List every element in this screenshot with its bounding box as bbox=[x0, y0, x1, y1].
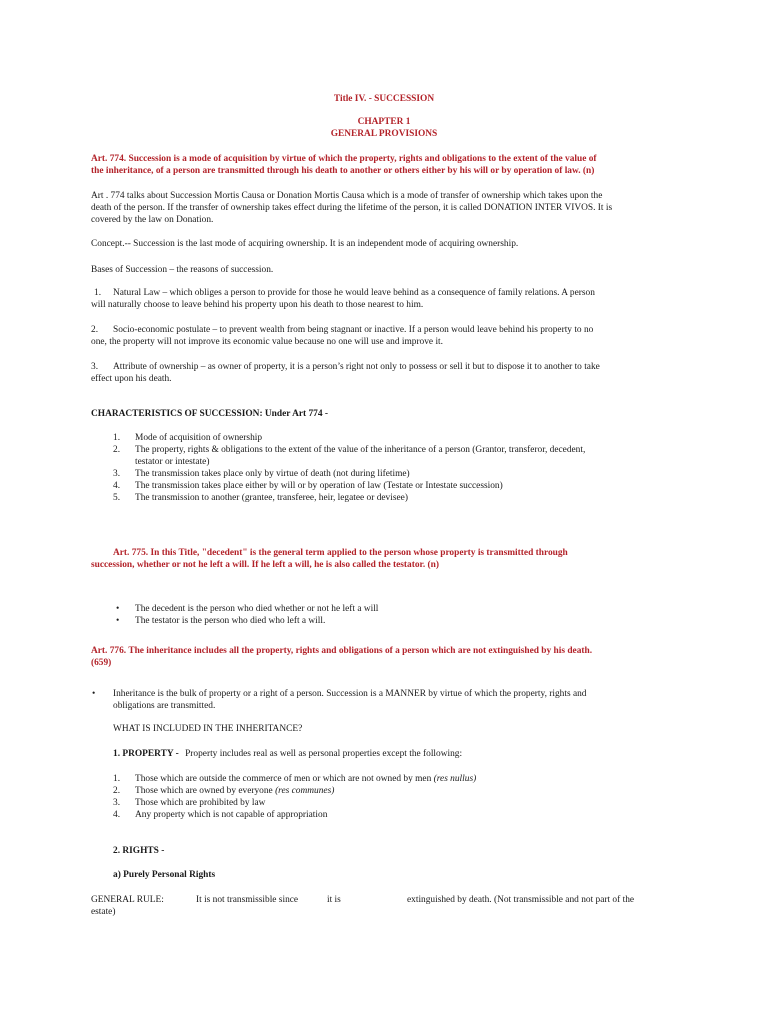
property-item-4-text: Any property which is not capable of appropriation bbox=[135, 810, 328, 820]
chapter-heading: CHAPTER 1 bbox=[357, 117, 411, 127]
char-1-number: 1. bbox=[113, 433, 121, 443]
bullet-icon: • bbox=[116, 604, 120, 614]
art774-line2: the inheritance, of a person are transmitted through his death to another or others either by his will or by operation of law. (n) bbox=[91, 166, 595, 176]
bases-heading: Bases of Succession – the reasons of succession. bbox=[91, 265, 274, 275]
art776-line1: Art. 776. The inheritance includes all the property, rights and obligations of a person which are not extinguished by his death. bbox=[91, 646, 593, 656]
bullet-icon: • bbox=[92, 689, 96, 699]
purely-personal-heading: a) Purely Personal Rights bbox=[113, 870, 216, 880]
rights-heading: 2. RIGHTS - bbox=[113, 846, 165, 856]
art775-line2: succession, whether or not he left a will. If he left a will, he is also called the testator. (n) bbox=[91, 560, 439, 570]
property-item-3-text: Those which are prohibited by law bbox=[135, 798, 266, 808]
property-text: Property includes real as well as personal properties except the following: bbox=[185, 749, 463, 759]
art774-line1: Art. 774. Succession is a mode of acquisition by virtue of which the property, rights and obligations to the extent of the value of bbox=[91, 154, 597, 164]
char-2-text: The property, rights & obligations to the extent of the value of the inheritance of a person (Grantor, transferor, decedent, bbox=[135, 445, 586, 455]
property-item-2-number: 2. bbox=[113, 786, 121, 796]
title-heading: Title IV. - SUCCESSION bbox=[333, 94, 435, 104]
bases-1-line2: will naturally choose to leave behind his property upon his death to those nearest to him. bbox=[91, 300, 424, 310]
bases-3-line2: effect upon his death. bbox=[91, 374, 172, 384]
property-heading: 1. PROPERTY - bbox=[113, 749, 179, 759]
general-rule-part2: it is bbox=[327, 895, 341, 905]
art775-line1: Art. 775. In this Title, "decedent" is the general term applied to the person whose property is transmitted through bbox=[113, 548, 568, 558]
char-5-text: The transmission to another (grantee, transferee, heir, legatee or devisee) bbox=[135, 493, 408, 503]
char-4-text: The transmission takes place either by will or by operation of law (Testate or Intestate succession) bbox=[135, 481, 503, 491]
bases-1-number: 1. bbox=[94, 288, 102, 298]
general-rule-part3: extinguished by death. (Not transmissible and not part of the bbox=[407, 895, 635, 905]
decedent-bullet-2: The testator is the person who died who left a will. bbox=[135, 616, 326, 626]
general-rule-label: GENERAL RULE: bbox=[91, 895, 164, 905]
chapter-title: GENERAL PROVISIONS bbox=[330, 129, 438, 139]
general-rule-part1: It is not transmissible since bbox=[196, 895, 299, 905]
property-item-4-number: 4. bbox=[113, 810, 121, 820]
concept-paragraph: Concept.-- Succession is the last mode of acquiring ownership. It is an independent mode of acquiring ownership. bbox=[91, 239, 519, 249]
char-2-number: 2. bbox=[113, 445, 121, 455]
bases-3-number: 3. bbox=[91, 362, 99, 372]
property-item-2-text: Those which are owned by everyone bbox=[135, 786, 276, 796]
char-2-text-cont: testator or intestate) bbox=[135, 457, 210, 467]
bases-2-line1: Socio-economic postulate – to prevent wealth from being stagnant or inactive. If a person would leave behind his property to no bbox=[113, 325, 594, 335]
bases-2-line2: one, the property will not improve its economic value because no one will use and improve it. bbox=[91, 337, 443, 347]
char-5-number: 5. bbox=[113, 493, 121, 503]
char-1-text: Mode of acquisition of ownership bbox=[135, 433, 263, 443]
char-3-text: The transmission takes place only by virtue of death (not during lifetime) bbox=[135, 469, 410, 479]
property-item-1-text: Those which are outside the commerce of men or which are not owned by men bbox=[135, 774, 434, 784]
included-heading: WHAT IS INCLUDED IN THE INHERITANCE? bbox=[113, 724, 303, 734]
property-item-3-number: 3. bbox=[113, 798, 121, 808]
bases-2-number: 2. bbox=[91, 325, 99, 335]
art776-line2: (659) bbox=[91, 658, 112, 668]
char-3-number: 3. bbox=[113, 469, 121, 479]
general-rule-line2: estate) bbox=[91, 907, 116, 917]
property-item-1-number: 1. bbox=[113, 774, 121, 784]
bases-1-line1: Natural Law – which obliges a person to provide for those he would leave behind as a consequence of family relations. A person bbox=[113, 288, 595, 298]
char-4-number: 4. bbox=[113, 481, 121, 491]
property-item-1-latin: (res nullus) bbox=[433, 774, 477, 784]
decedent-bullet-1: The decedent is the person who died whether or not he left a will bbox=[135, 604, 379, 614]
bullet-icon: • bbox=[116, 616, 120, 626]
property-item-2-latin: (res communes) bbox=[275, 786, 335, 796]
art774-talk-line3: covered by the law on Donation. bbox=[91, 215, 214, 225]
art774-talk-line1: Art . 774 talks about Succession Mortis Causa or Donation Mortis Causa which is a mode of transfer of ownership which takes upon the bbox=[91, 191, 603, 201]
inheritance-bullet-line2: obligations are transmitted. bbox=[113, 701, 216, 711]
bases-3-line1: Attribute of ownership – as owner of property, it is a person’s right not only to possess or sell it but to dispose it to another to take bbox=[113, 362, 600, 372]
inheritance-bullet-line1: Inheritance is the bulk of property or a right of a person. Succession is a MANNER by virtue of which the property, rights and bbox=[113, 689, 587, 699]
art774-talk-line2: death of the person. If the transfer of ownership takes effect during the lifetime of the person, it is called DONATION INTER VIVOS. It is bbox=[91, 203, 613, 213]
characteristics-heading: CHARACTERISTICS OF SUCCESSION: Under Art 774 - bbox=[91, 409, 329, 419]
